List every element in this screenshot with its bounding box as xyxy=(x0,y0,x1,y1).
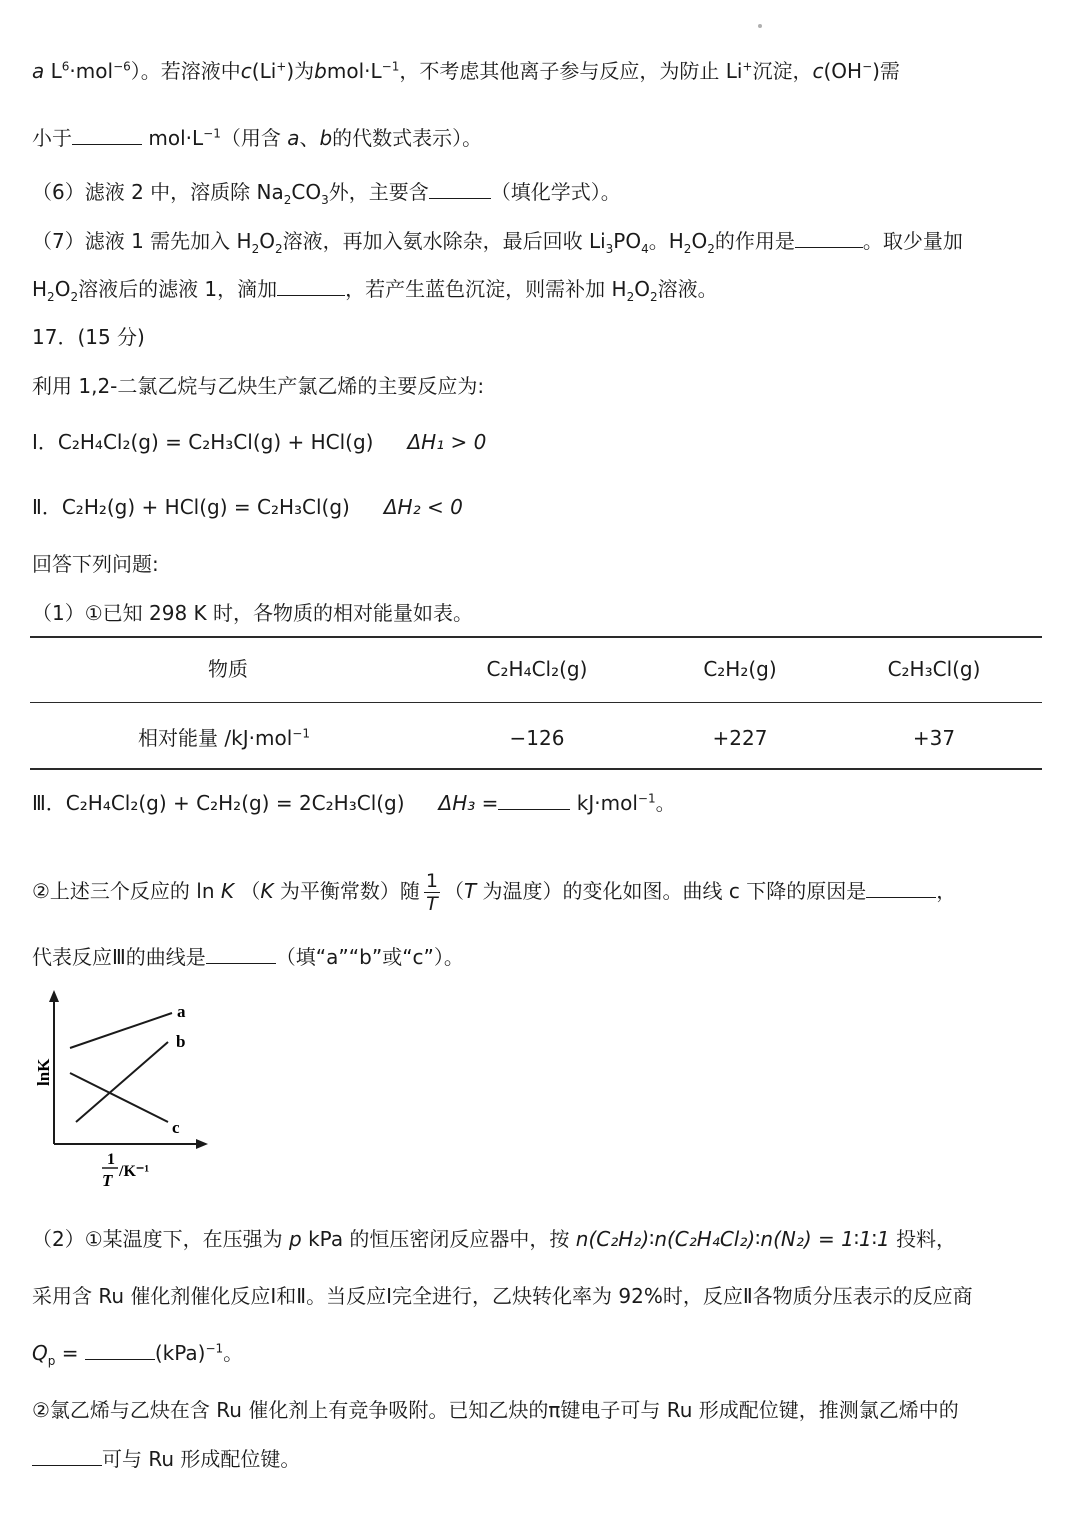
answer-blank[interactable] xyxy=(85,1341,155,1360)
q17-part1-2: ②上述三个反应的 ln K （K 为平衡常数）随 $\frac{1}{T}$ （T 为温度）的变化如图。曲线 c 下降的原因是 ， xyxy=(32,870,957,915)
q17-part1-2-cont: 代表反应Ⅲ的曲线是 （填“a”“b”或“c”）。 xyxy=(32,945,464,969)
q17-part1: （1）①已知 298 K 时，各物质的相对能量如表。 xyxy=(32,601,474,625)
answer-blank[interactable] xyxy=(206,945,276,964)
table-header-c2h2: C₂H₂(g) xyxy=(703,657,777,681)
answer-prompt: 回答下列问题: xyxy=(32,552,159,576)
table-header-c2h4cl2: C₂H₄Cl₂(g) xyxy=(486,657,588,681)
q17-qp-line: $Q_p = (kPa)^{-1}$。 xyxy=(32,1341,244,1368)
answer-blank[interactable] xyxy=(32,1447,102,1466)
q16-solubility-line: a $L^6\cdot mol^{-6}$）。若溶液中c(Li+)为$bmol\cdot L^{-1}$，不考虑其他离子参与反应，为防止 Li+沉淀，c(OH−)需 xyxy=(32,59,900,83)
curve-a xyxy=(70,1013,172,1048)
curve-label-a: a xyxy=(177,1002,186,1021)
answer-blank[interactable] xyxy=(277,277,345,296)
q17-intro: 利用 1,2-二氯乙烷与乙炔生产氯乙烯的主要反应为: xyxy=(32,374,485,398)
table-row-label: 相对能量 /kJ·mol$^{-1}$ xyxy=(138,726,310,750)
curve-label-b: b xyxy=(176,1032,186,1051)
table-value-c2h4cl2: −126 xyxy=(509,726,565,750)
q16-part7-cont: $H_2O_2$溶液后的滤液 1，滴加 ，若产生蓝色沉淀，则需补加 $H_2O_2$溶液。 xyxy=(32,277,718,304)
answer-blank[interactable] xyxy=(72,126,142,145)
table-top-rule xyxy=(30,636,1042,638)
answer-blank[interactable] xyxy=(866,879,936,898)
x-axis-label-den: T xyxy=(102,1171,113,1190)
q16-part7: （7）滤液 1 需先加入 $H_2O_2$溶液，再加入氨水除杂，最后回收 $Li_3PO_4$。$H_2O_2$的作用是 。取少量加 xyxy=(32,229,963,256)
table-value-c2h3cl: +37 xyxy=(912,726,956,750)
q16-answer-line: 小于 $mol\cdot L^{-1}$（用含 a、b的代数式表示）。 xyxy=(32,126,483,150)
reaction-3: Ⅲ．C₂H₄Cl₂(g) + C₂H₂(g) = 2C₂H₃Cl(g) ΔH₃ = kJ·mol$^{-1}$。 xyxy=(32,791,676,815)
y-axis-label: lnK xyxy=(34,1058,53,1086)
reaction-1: Ⅰ．C₂H₄Cl₂(g) = C₂H₃Cl(g) + HCl(g) ΔH₁ > 0 xyxy=(32,430,487,454)
lnk-graph xyxy=(30,988,220,1198)
q17-header: 17．(15 分) xyxy=(32,325,145,349)
reaction-2: Ⅱ．C₂H₂(g) + HCl(g) = C₂H₃Cl(g) ΔH₂ < 0 xyxy=(32,495,463,519)
x-axis-label-unit: /K⁻¹ xyxy=(119,1163,150,1180)
scan-speck xyxy=(758,24,762,28)
q17-part2-2-cont: 可与 Ru 形成配位键。 xyxy=(32,1445,300,1473)
y-axis-arrow xyxy=(49,990,59,1002)
q17-part2-2: ②氯乙烯与乙炔在含 Ru 催化剂上有竞争吸附。已知乙炔的π键电子可与 Ru 形成配位键，推测氯乙烯中的 xyxy=(32,1398,959,1422)
answer-blank[interactable] xyxy=(498,791,570,810)
table-bottom-rule xyxy=(30,768,1042,770)
table-header-substance: 物质 xyxy=(208,657,248,681)
x-axis-arrow xyxy=(196,1139,208,1149)
curve-label-c: c xyxy=(172,1118,180,1137)
table-mid-rule xyxy=(30,702,1042,703)
q17-part2-cont: 采用含 Ru 催化剂催化反应Ⅰ和Ⅱ。当反应Ⅰ完全进行，乙炔转化率为 92%时，反应Ⅱ各物质分压表示的反应商 xyxy=(32,1284,973,1308)
table-header-c2h3cl: C₂H₃Cl(g) xyxy=(887,657,981,681)
answer-blank[interactable] xyxy=(429,180,491,199)
inverse-t-fraction: $\frac{1}{T}$ xyxy=(425,870,438,915)
table-value-c2h2: +227 xyxy=(712,726,768,750)
x-axis-label-num: 1 xyxy=(107,1151,115,1168)
q17-part2: （2）①某温度下，在压强为 p kPa 的恒压密闭反应器中，按 n(C₂H₂)∶n(C₂H₄Cl₂)∶n(N₂) = 1∶1∶1 投料， xyxy=(32,1227,957,1251)
q16-part6: （6）滤液 2 中，溶质除 $Na_2CO_3$外，主要含 （填化学式）。 xyxy=(32,180,621,207)
answer-blank[interactable] xyxy=(795,229,863,248)
